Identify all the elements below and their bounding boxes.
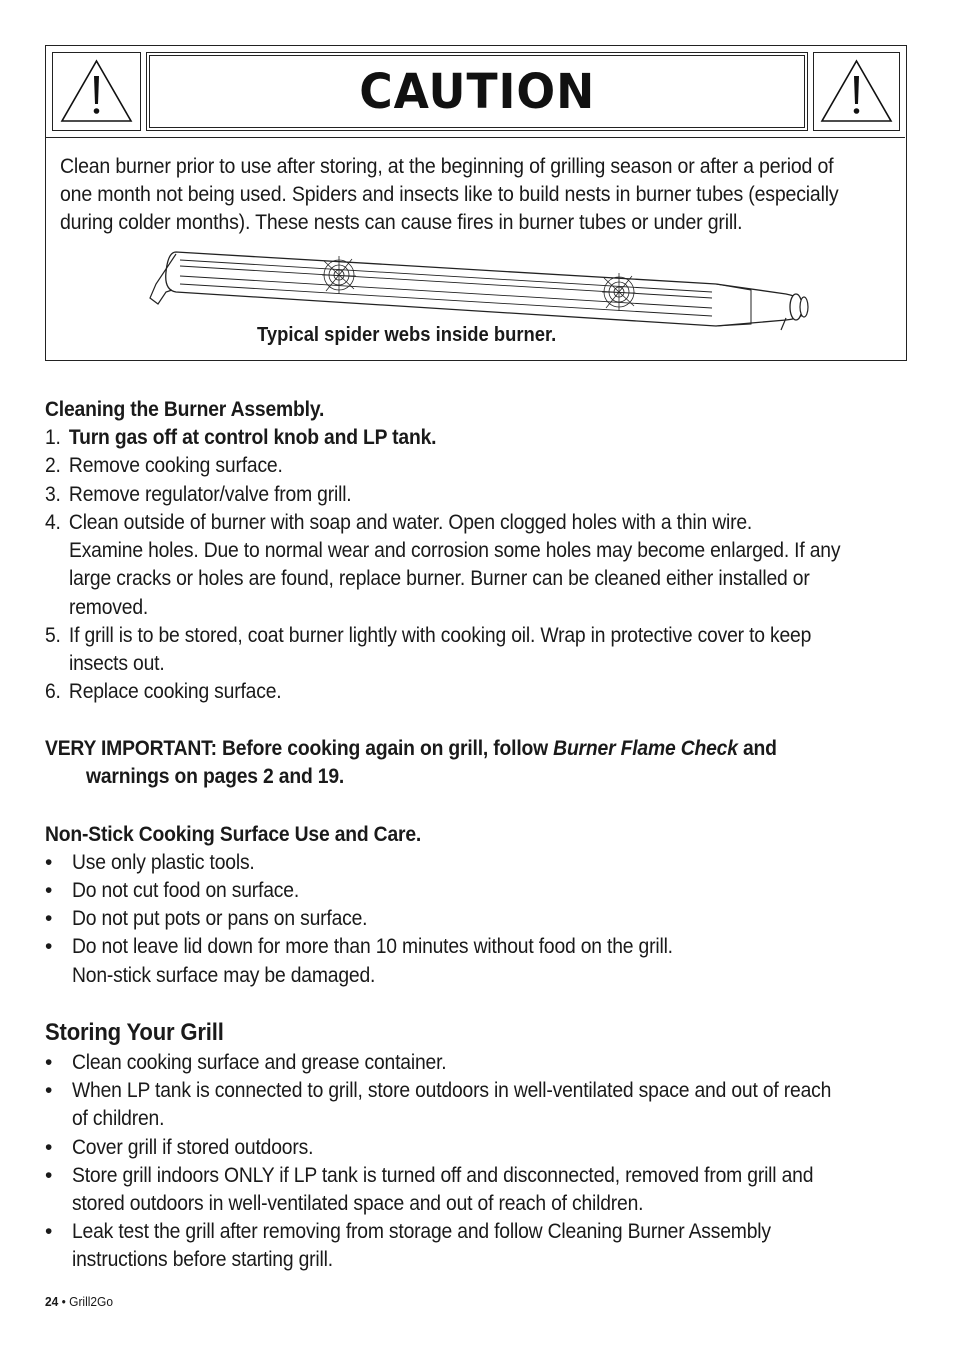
- bullet-icon: •: [45, 1051, 53, 1074]
- bullet-icon: •: [45, 907, 53, 930]
- warning-triangle-icon: [819, 58, 894, 124]
- page-number: 24: [45, 1294, 59, 1309]
- bullet-icon: •: [45, 1079, 53, 1102]
- step-5-text: If grill is to be stored, coat burner lightly with cooking oil. Wrap in protective cover to keep: [68, 624, 812, 647]
- step-3-text: Remove regulator/valve from grill.: [68, 483, 352, 506]
- step-2: 2. Remove cooking surface.: [45, 454, 283, 477]
- nonstick-item: Do not leave lid down for more than 10 minutes without food on the grill.: [72, 935, 673, 958]
- bullet-icon: •: [45, 1220, 53, 1243]
- burner-illustration: [146, 246, 816, 336]
- nonstick-heading: Non-Stick Cooking Surface Use and Care.: [45, 823, 422, 846]
- step-1-text: Turn gas off at control knob and LP tank.: [68, 426, 437, 449]
- caution-line: during colder months). These nests can cause fires in burner tubes or under grill.: [60, 211, 743, 234]
- burner-flame-check-ref: Burner Flame Check: [553, 737, 738, 760]
- storing-item: Store grill indoors ONLY if LP tank is turned off and disconnected, removed from grill and: [72, 1164, 814, 1187]
- step-1: 1. Turn gas off at control knob and LP tank.: [45, 426, 437, 449]
- important-note: VERY IMPORTANT: Before cooking again on grill, follow Burner Flame Check and: [45, 737, 777, 760]
- bullet-icon: •: [45, 879, 53, 902]
- caution-line: Clean burner prior to use after storing, at the beginning of grilling season or after a period of: [60, 155, 834, 178]
- step-5: 5. If grill is to be stored, coat burner lightly with cooking oil. Wrap in protective cover to keep: [45, 624, 812, 647]
- product-name: Grill2Go: [69, 1294, 114, 1309]
- nonstick-item: Do not cut food on surface.: [72, 879, 300, 902]
- caution-paragraph: [60, 153, 841, 237]
- bullet-icon: •: [45, 935, 53, 958]
- caution-box: [45, 45, 907, 361]
- storing-item-cont: of children.: [72, 1107, 165, 1130]
- caution-left-cell: [52, 52, 141, 131]
- caution-title-cell: [146, 52, 808, 131]
- storing-item-cont: instructions before starting grill.: [72, 1248, 333, 1271]
- step-4-text: Clean outside of burner with soap and water. Open clogged holes with a thin wire.: [68, 511, 753, 534]
- caution-title-frame: [149, 55, 805, 128]
- step-4-cont: removed.: [69, 596, 149, 619]
- storing-item: Clean cooking surface and grease container.: [72, 1051, 447, 1074]
- nonstick-item-cont: Non-stick surface may be damaged.: [72, 964, 376, 987]
- storing-item: When LP tank is connected to grill, store outdoors in well-ventilated space and out of reach: [72, 1079, 832, 1102]
- cleaning-heading: Cleaning the Burner Assembly.: [45, 398, 325, 421]
- step-6-text: Replace cooking surface.: [68, 680, 282, 703]
- storing-item: Leak test the grill after removing from storage and follow Cleaning Burner Assembly: [72, 1220, 771, 1243]
- storing-item: Cover grill if stored outdoors.: [72, 1136, 314, 1159]
- important-note-cont: warnings on pages 2 and 19.: [86, 765, 345, 788]
- caution-title: CAUTION: [358, 63, 596, 120]
- step-4-cont: Examine holes. Due to normal wear and corrosion some holes may become enlarged. If any: [69, 539, 841, 562]
- caution-right-cell: [813, 52, 900, 131]
- step-4-cont: large cracks or holes are found, replace burner. Burner can be cleaned either installed or: [69, 567, 810, 590]
- step-3: 3. Remove regulator/valve from grill.: [45, 483, 352, 506]
- storing-heading: Storing Your Grill: [45, 1019, 224, 1046]
- step-4: 4. Clean outside of burner with soap and water. Open clogged holes with a thin wire.: [45, 511, 753, 534]
- step-2-text: Remove cooking surface.: [68, 454, 283, 477]
- bullet-icon: •: [45, 1164, 53, 1187]
- step-6: 6. Replace cooking surface.: [45, 680, 282, 703]
- bullet-icon: •: [45, 851, 53, 874]
- nonstick-item: Do not put pots or pans on surface.: [72, 907, 368, 930]
- figure-caption: Typical spider webs inside burner.: [257, 324, 557, 346]
- warning-triangle-icon: [59, 58, 134, 124]
- page-footer: 24 • Grill2Go: [45, 1294, 114, 1309]
- bullet-icon: •: [45, 1136, 53, 1159]
- caution-line: one month not being used. Spiders and insects like to build nests in burner tubes (especially: [60, 183, 839, 206]
- storing-item-cont: stored outdoors in well-ventilated space and out of reach of children.: [72, 1192, 644, 1215]
- nonstick-item: Use only plastic tools.: [72, 851, 255, 874]
- caution-header: [46, 46, 905, 138]
- step-5-cont: insects out.: [69, 652, 165, 675]
